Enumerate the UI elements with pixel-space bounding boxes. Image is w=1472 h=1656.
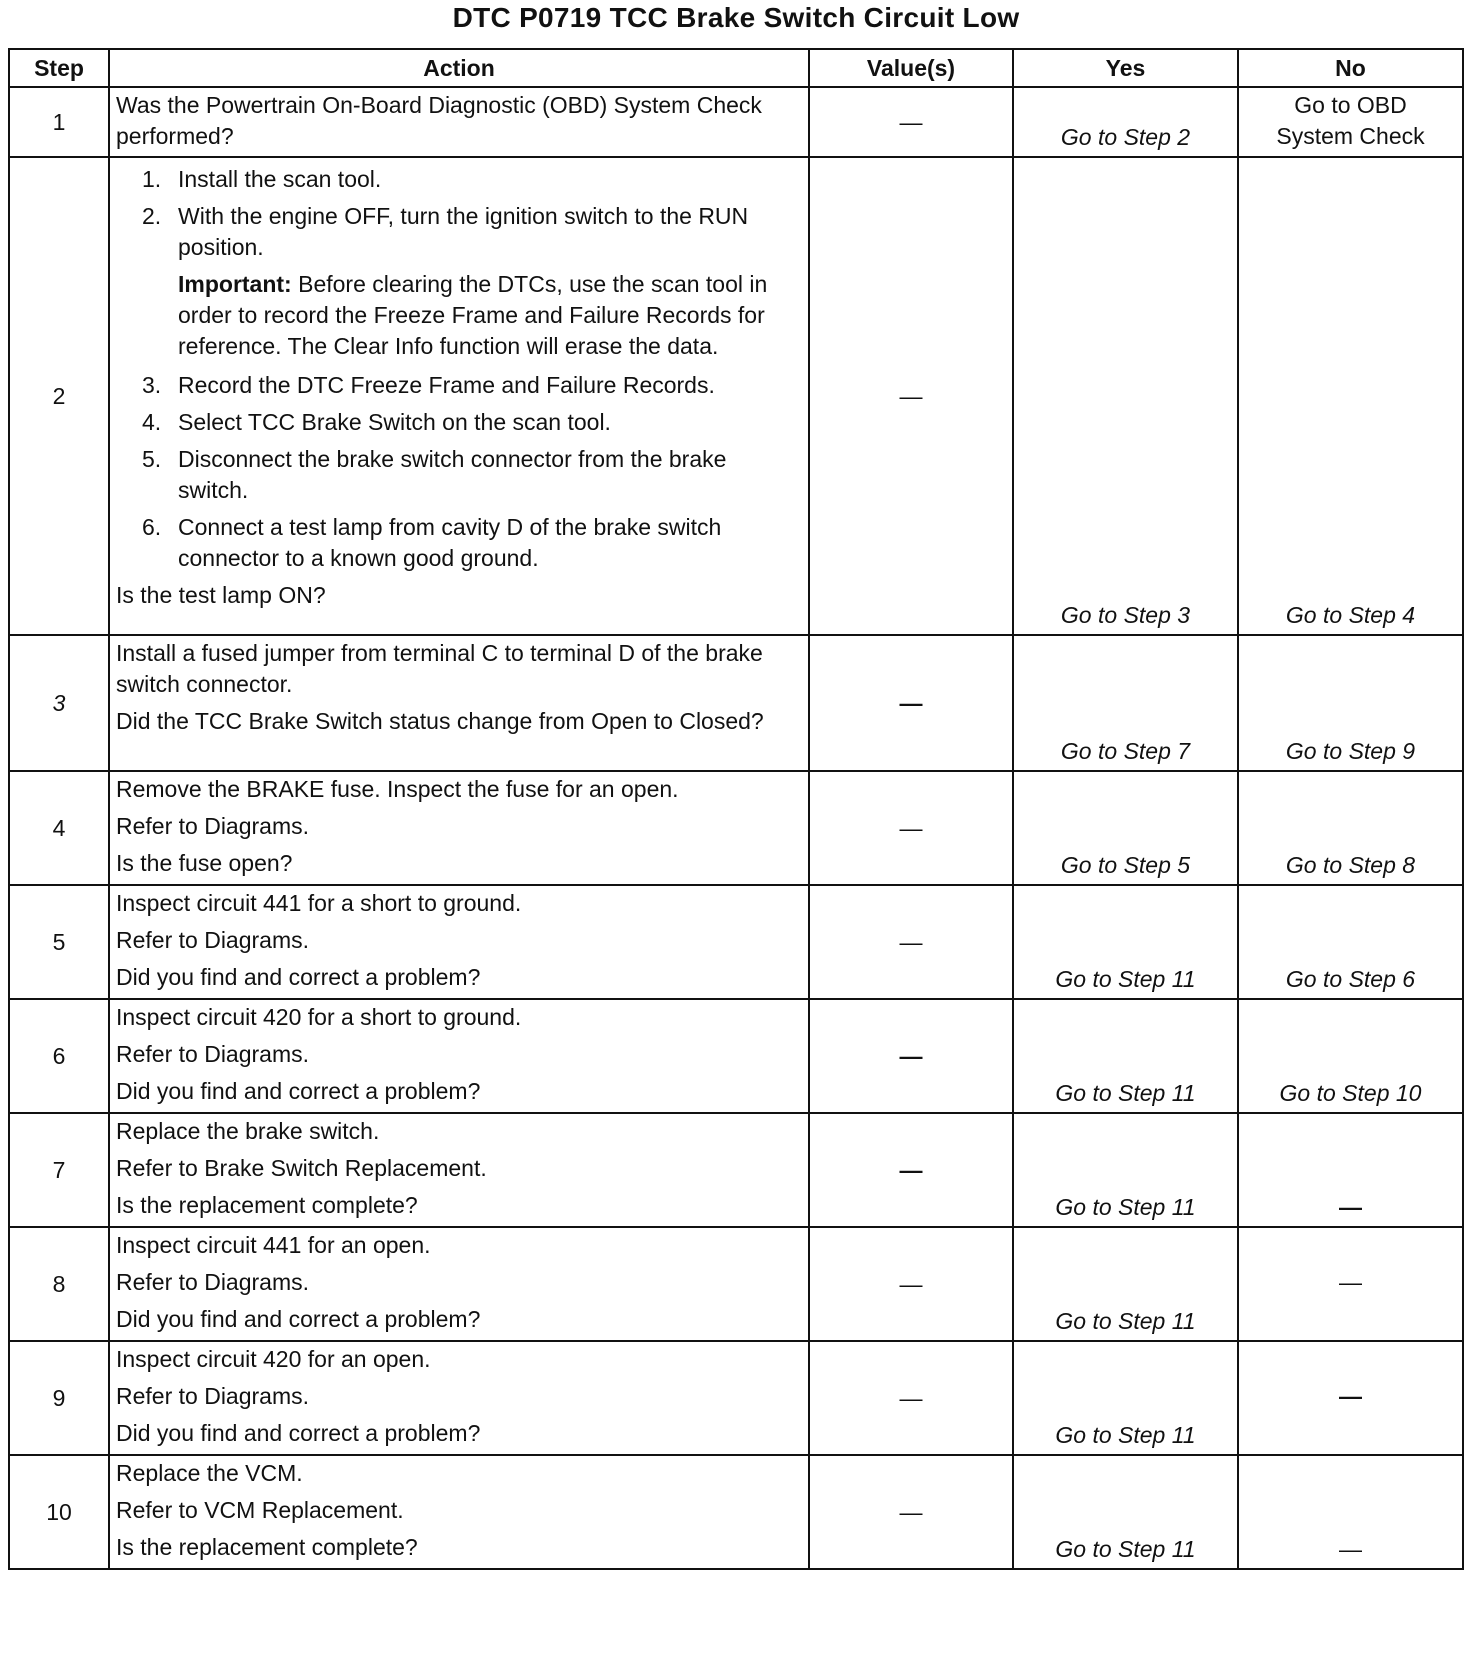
action-text: Refer to Diagrams. xyxy=(116,813,310,839)
yes-cell: Go to Step 11 xyxy=(1013,1113,1238,1227)
value-cell: — xyxy=(809,157,1013,635)
step-number: 8 xyxy=(9,1227,109,1341)
step-number: 7 xyxy=(9,1113,109,1227)
step-number: 1 xyxy=(9,87,109,157)
no-text-line1: Go to OBD xyxy=(1294,91,1407,118)
action-cell xyxy=(109,771,809,885)
step-number: 5 xyxy=(9,885,109,999)
action-cell xyxy=(109,1341,809,1455)
action-question: Is the fuse open? xyxy=(116,850,293,876)
action-text: Inspect circuit 441 for an open. xyxy=(116,1232,431,1258)
table-header-row xyxy=(9,49,1463,87)
action-text: Refer to Diagrams. xyxy=(116,1383,310,1409)
value-cell: — xyxy=(809,771,1013,885)
page-title: DTC P0719 TCC Brake Switch Circuit Low xyxy=(452,2,1020,33)
action-text: Was the Powertrain On-Board Diagnostic (OBD) System Check performed? xyxy=(116,92,762,149)
action-question: Did you find and correct a problem? xyxy=(116,1420,481,1446)
action-cell xyxy=(109,1227,809,1341)
step-number: 6 xyxy=(9,999,109,1113)
no-cell: — xyxy=(1238,1113,1463,1227)
action-text: Refer to VCM Replacement. xyxy=(116,1497,404,1523)
yes-cell: Go to Step 2 xyxy=(1013,87,1238,157)
header-step: Step xyxy=(9,49,109,87)
step-number: 2 xyxy=(9,157,109,635)
no-cell: — xyxy=(1238,1341,1463,1455)
value-cell: — xyxy=(809,1341,1013,1455)
yes-cell: Go to Step 7 xyxy=(1013,635,1238,771)
yes-cell: Go to Step 11 xyxy=(1013,1341,1238,1455)
action-question: Did the TCC Brake Switch status change from Open to Closed? xyxy=(116,708,764,734)
action-text: Refer to Diagrams. xyxy=(116,927,310,953)
procedure-item: 5. Disconnect the brake switch connector from the brake switch. xyxy=(142,446,727,503)
table-row xyxy=(9,1455,1463,1569)
action-cell xyxy=(109,1455,809,1569)
action-text: Refer to Brake Switch Replacement. xyxy=(116,1155,487,1181)
action-text: Replace the brake switch. xyxy=(116,1118,380,1144)
table-row xyxy=(9,635,1463,771)
yes-cell: Go to Step 11 xyxy=(1013,999,1238,1113)
action-cell xyxy=(109,157,809,635)
no-cell: Go to Step 8 xyxy=(1238,771,1463,885)
no-cell xyxy=(1238,87,1463,157)
no-cell: — xyxy=(1238,1455,1463,1569)
header-yes: Yes xyxy=(1013,49,1238,87)
procedure-list xyxy=(116,164,802,263)
action-cell xyxy=(109,87,809,157)
important-note: Important: Before clearing the DTCs, use the scan tool in order to record the Freeze Frame and Failure Records for reference. The Clear Info function will erase the data. xyxy=(178,271,768,359)
yes-cell: Go to Step 3 xyxy=(1013,157,1238,635)
action-question: Is the replacement complete? xyxy=(116,1534,418,1560)
action-text: Inspect circuit 420 for an open. xyxy=(116,1346,431,1372)
yes-cell: Go to Step 11 xyxy=(1013,1227,1238,1341)
table-row xyxy=(9,885,1463,999)
header-value: Value(s) xyxy=(809,49,1013,87)
action-cell xyxy=(109,1113,809,1227)
step-number: 3 xyxy=(9,635,109,771)
procedure-list xyxy=(116,370,802,574)
action-text: Inspect circuit 420 for a short to ground. xyxy=(116,1004,522,1030)
no-cell: Go to Step 6 xyxy=(1238,885,1463,999)
procedure-item: 6. Connect a test lamp from cavity D of the brake switch connector to a known good ground. xyxy=(142,514,722,571)
value-cell: — xyxy=(809,885,1013,999)
action-text: Replace the VCM. xyxy=(116,1460,303,1486)
value-cell: — xyxy=(809,999,1013,1113)
value-cell: — xyxy=(809,1113,1013,1227)
header-no: No xyxy=(1238,49,1463,87)
no-cell: Go to Step 9 xyxy=(1238,635,1463,771)
table-row xyxy=(9,1227,1463,1341)
action-question: Did you find and correct a problem? xyxy=(116,1306,481,1332)
action-question: Did you find and correct a problem? xyxy=(116,964,481,990)
yes-cell: Go to Step 11 xyxy=(1013,885,1238,999)
table-row xyxy=(9,87,1463,157)
yes-cell: Go to Step 5 xyxy=(1013,771,1238,885)
procedure-item: 2. With the engine OFF, turn the ignition switch to the RUN position. xyxy=(142,203,749,260)
value-cell: — xyxy=(809,635,1013,771)
action-text: Install a fused jumper from terminal C to terminal D of the brake switch connector. xyxy=(116,640,763,697)
table-row xyxy=(9,157,1463,635)
no-cell: Go to Step 4 xyxy=(1238,157,1463,635)
action-question: Did you find and correct a problem? xyxy=(116,1078,481,1104)
table-row xyxy=(9,1341,1463,1455)
procedure-item: 3. Record the DTC Freeze Frame and Failure Records. xyxy=(142,372,715,398)
table-row xyxy=(9,1113,1463,1227)
action-text: Inspect circuit 441 for a short to ground. xyxy=(116,890,522,916)
value-cell: — xyxy=(809,87,1013,157)
diagnostic-table xyxy=(8,48,1464,1570)
no-cell: Go to Step 10 xyxy=(1238,999,1463,1113)
table-row xyxy=(9,771,1463,885)
action-question: Is the replacement complete? xyxy=(116,1192,418,1218)
step-number: 10 xyxy=(9,1455,109,1569)
procedure-item: 1. Install the scan tool. xyxy=(142,166,382,192)
procedure-item: 4. Select TCC Brake Switch on the scan tool. xyxy=(142,409,611,435)
yes-cell: Go to Step 11 xyxy=(1013,1455,1238,1569)
value-cell: — xyxy=(809,1227,1013,1341)
action-cell xyxy=(109,885,809,999)
no-text-line2: System Check xyxy=(1276,122,1425,149)
action-text: Remove the BRAKE fuse. Inspect the fuse for an open. xyxy=(116,776,679,802)
action-question: Is the test lamp ON? xyxy=(116,582,326,608)
table-row xyxy=(9,999,1463,1113)
step-number: 4 xyxy=(9,771,109,885)
no-cell: — xyxy=(1238,1227,1463,1341)
action-cell xyxy=(109,635,809,771)
value-cell: — xyxy=(809,1455,1013,1569)
header-action: Action xyxy=(109,49,809,87)
action-text: Refer to Diagrams. xyxy=(116,1041,310,1067)
action-cell xyxy=(109,999,809,1113)
step-number: 9 xyxy=(9,1341,109,1455)
action-text: Refer to Diagrams. xyxy=(116,1269,310,1295)
